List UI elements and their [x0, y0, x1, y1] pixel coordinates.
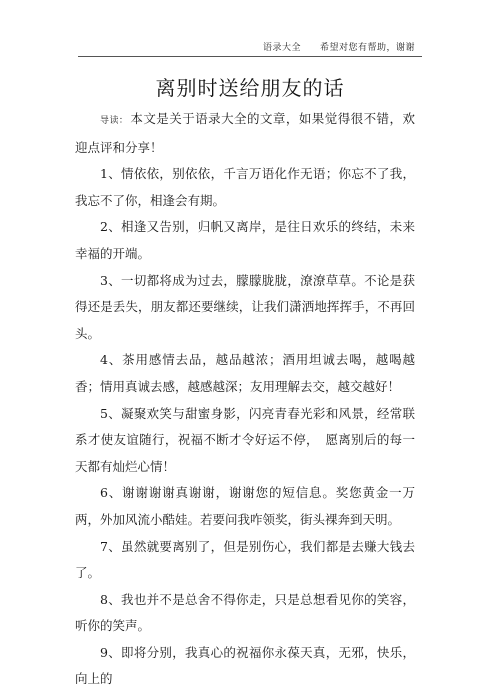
intro-text: 本文是关于语录大全的文章，如果觉得很不错，欢迎点评和分享！ [75, 111, 415, 155]
paragraph-8: 8、我也并不是总舍不得你走，只是总想看见你的笑容，听你的笑声。 [75, 591, 415, 634]
paragraph-6: 6、谢谢谢谢真谢谢，谢谢您的短信息。奖您黄金一万两，外加风流小酷娃。若要问我咋领奖，街头裸奔到天明。 [75, 485, 415, 527]
paragraph-4: 4、茶用感情去品，越品越浓；酒用坦诚去喝，越喝越香；情用真诚去感，越感越深；友用理解去交，越交越好！ [75, 352, 415, 394]
paragraph-7: 7、虽然就要离别了，但是别伤心，我们都是去赚大钱去了。 [75, 538, 415, 581]
paragraph-1: 1、情依依，别依依，千言万语化作无语；你忘不了我，我忘不了你，相逢会有期。 [75, 166, 415, 208]
paragraph-2: 2、相逢又告别，归帆又离岸，是往日欢乐的终结，未来幸福的开端。 [75, 219, 415, 261]
header-text: 语录大全 希望对您有帮助，谢谢 [263, 43, 416, 53]
document-title: 离别时送给朋友的话 [155, 76, 345, 100]
intro-paragraph [75, 106, 415, 161]
header-divider [78, 56, 422, 57]
paragraph-5: 5、凝聚欢笑与甜蜜身影，闪亮青春光彩和风景，经常联系才使友谊随行，祝福不断才令好运不停， 愿离别后的每一天都有灿烂心情！ [75, 405, 415, 474]
intro-label: 导读： [100, 116, 129, 126]
paragraph-3: 3、一切都将成为过去，朦朦胧胧，潦潦草草。不论是获得还是丢失，朋友都还要继续，让我们潇洒地挥挥手，不再回头。 [75, 272, 415, 341]
document-body [75, 106, 415, 693]
paragraph-9: 9、即将分别，我真心的祝福你永葆天真，无邪，快乐，向上的 [75, 644, 415, 687]
page-header [0, 28, 500, 52]
